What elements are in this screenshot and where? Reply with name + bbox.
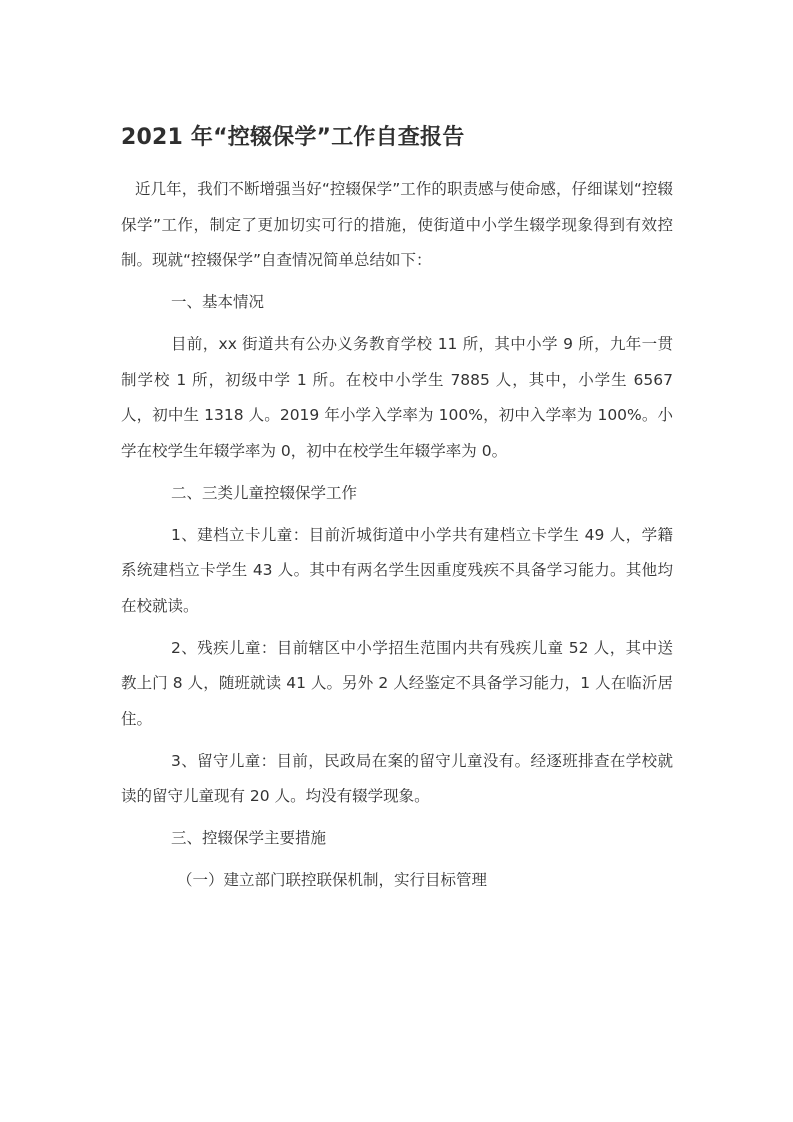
document-title: 2021 年“控辍保学”工作自查报告 [121, 125, 465, 150]
section-heading-main-measures: 三、控辍保学主要措施 [171, 829, 327, 847]
intro-paragraph: 近几年，我们不断增强当好“控辍保学”工作的职责感与使命感，仔细谋划“控辍保学”工作，制定了更加切实可行的措施，使街道中小学生辍学现象得到有效控制。现就“控辍保学”自查情况简单总结如下： [121, 180, 673, 269]
section-heading-three-categories: 二、三类儿童控辍保学工作 [171, 483, 358, 502]
disabled-children-paragraph: 2、残疾儿童：目前辖区中小学招生范围内共有残疾儿童 52 人，其中送教上门 8 人，随班就读 41 人。另外 2 人经鉴定不具备学习能力，1 人在临沂居住。 [121, 638, 673, 728]
basic-situation-paragraph: 目前，xx 街道共有公办义务教育学校 11 所，其中小学 9 所，九年一贯制学校 1 所，初级中学 1 所。在校中小学生 7885 人，其中，小学生 6567 人，初中生 1318 人。2019 年小学入学率为 100%，初中入学率为 100%。小学在校学生年辍学率为 0，初中在校学生年辍学率为 0。 [121, 335, 673, 460]
subsection-heading-joint-mechanism: （一）建立部门联控联保机制，实行目标管理 [177, 871, 488, 889]
document-body [121, 172, 673, 899]
section-heading-basic-situation: 一、基本情况 [171, 293, 265, 311]
left-behind-children-paragraph: 3、留守儿童：目前，民政局在案的留守儿童没有。经逐班排查在学校就读的留守儿童现有 20 人。均没有辍学现象。 [121, 751, 673, 805]
registered-children-paragraph: 1、建档立卡儿童：目前沂城街道中小学共有建档立卡学生 49 人，学籍系统建档立卡学生 43 人。其中有两名学生因重度残疾不具备学习能力。其他均在校就读。 [121, 525, 673, 615]
